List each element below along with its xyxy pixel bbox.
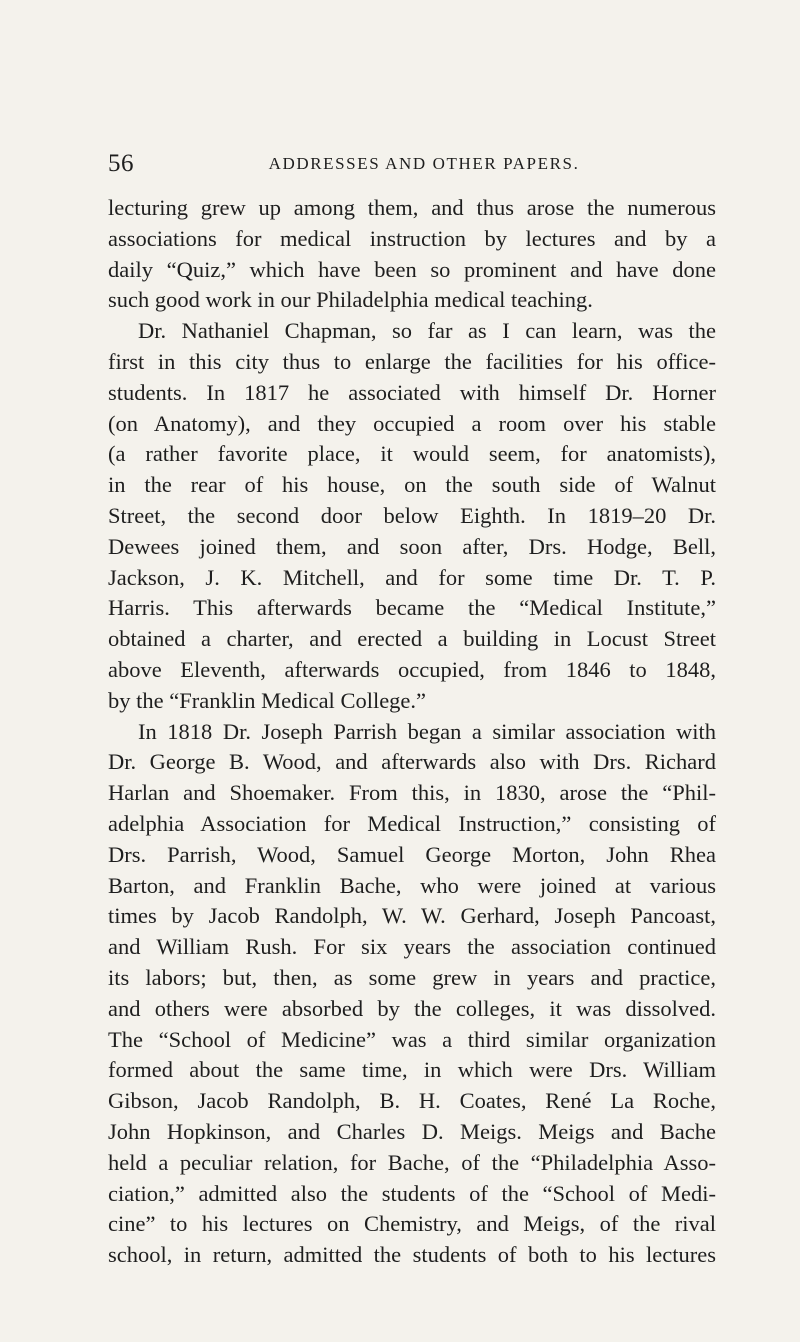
text-line: times by Jacob Randolph, W. W. Gerhard, Joseph Pancoast, [108,903,716,929]
text-line: ciation,” admitted also the students of the “School of Medi- [108,1180,716,1206]
text-line: Dr. Nathaniel Chapman, so far as I can learn, was the [138,318,716,344]
text-line: John Hopkinson, and Charles D. Meigs. Meigs and Bache [108,1118,716,1144]
text-line: and others were absorbed by the colleges, it was dissolved. [108,995,716,1021]
running-head: ADDRESSES AND OTHER PAPERS. [268,154,580,173]
text-line: lecturing grew up among them, and thus arose the numerous [108,195,716,220]
text-line: by the “Franklin Medical College.” [108,687,427,713]
text-line: adelphia Association for Medical Instruction,” consisting of [108,810,716,836]
text-line: its labors; but, then, as some grew in years and practice, [108,964,716,990]
text-line: The “School of Medicine” was a third similar organization [108,1026,716,1052]
text-line: in the rear of his house, on the south side of Walnut [108,472,716,498]
text-line: Street, the second door below Eighth. In 1819–20 Dr. [108,502,716,528]
body-text [108,193,716,1271]
text-line: and William Rush. For six years the association continued [108,934,716,960]
text-line: (on Anatomy), and they occupied a room over his stable [108,410,716,436]
page-number: 56 [108,150,134,177]
text-line: associations for medical instruction by lectures and by a [108,225,716,251]
text-line: Drs. Parrish, Wood, Samuel George Morton, John Rhea [108,841,716,867]
text-line: held a peculiar relation, for Bache, of the “Philadelphia Asso- [108,1149,716,1175]
text-line: Dewees joined them, and soon after, Drs. Hodge, Bell, [108,533,716,559]
text-line: above Eleventh, afterwards occupied, from 1846 to 1848, [108,656,716,682]
text-line: (a rather favorite place, it would seem, for anatomists), [108,441,716,467]
text-line: Gibson, Jacob Randolph, B. H. Coates, René La Roche, [108,1088,716,1114]
text-line: Harris. This afterwards became the “Medical Institute,” [108,595,716,621]
text-line: Harlan and Shoemaker. From this, in 1830, arose the “Phil- [108,780,716,806]
text-line: Barton, and Franklin Bache, who were joined at various [108,872,716,898]
text-line: school, in return, admitted the students of both to his lectures [108,1242,716,1268]
text-line: In 1818 Dr. Joseph Parrish began a similar association with [138,718,716,744]
text-line: daily “Quiz,” which have been so prominent and have done [108,256,716,282]
text-line: first in this city thus to enlarge the facilities for his office- [108,348,716,374]
text-line: Dr. George B. Wood, and afterwards also with Drs. Richard [108,749,716,775]
text-line: cine” to his lectures on Chemistry, and Meigs, of the rival [108,1211,716,1237]
text-line: students. In 1817 he associated with himself Dr. Horner [108,379,716,405]
page-header [108,150,716,180]
text-line: formed about the same time, in which were Drs. William [108,1057,716,1083]
text-line: obtained a charter, and erected a building in Locust Street [108,626,716,652]
text-line: such good work in our Philadelphia medical teaching. [108,287,593,313]
text-line: Jackson, J. K. Mitchell, and for some time Dr. T. P. [108,564,716,590]
